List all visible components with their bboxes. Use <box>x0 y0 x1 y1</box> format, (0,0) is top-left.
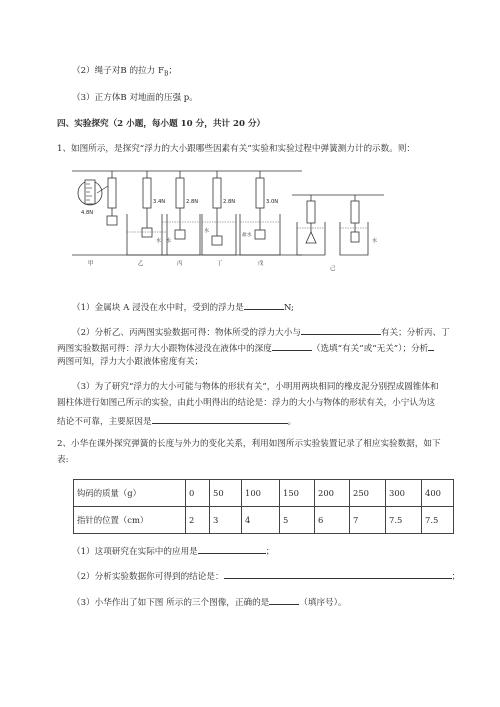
problem-2-intro-line-1: 2、小华在课外探究弹簧的长度与外力的变化关系，利用如图所示实验装置记录了相应实验数据，如下 <box>57 439 441 449</box>
table-cell: 6 <box>315 507 350 534</box>
p1-q3-text: 结论不可靠，主要原因是 <box>57 417 152 427</box>
table-cell: 4 <box>242 507 280 534</box>
p1-q2-blank-1[interactable] <box>301 325 381 335</box>
p1-q2-text-1: （2）分析乙、丙两图实验数据可得：物体所受的浮力大小与 <box>72 328 301 338</box>
buoyancy-experiment-figure <box>72 170 384 274</box>
p2-q2-blank[interactable] <box>224 569 452 579</box>
table-cell: 300 <box>386 480 422 507</box>
section-heading: 四、实验探究（2 小题，每小题 10 分，共计 20 分） <box>57 119 266 129</box>
problem-1-question-3-line-2: 圆柱体进行如图己所示的实验，由此小明得出的结论是：浮力的大小与物体的形状有关，小宁认为这 <box>57 398 436 408</box>
apparatus-bing <box>162 171 200 255</box>
problem-1-question-2-line-3: 两图可知，浮力大小跟液体密度有关； <box>57 357 204 367</box>
water-label-ding: 水 <box>204 228 210 234</box>
p2-q3-blank[interactable] <box>269 595 299 605</box>
p1-q1-text: （1）金属块 A 浸没在水中时，受到的浮力是 <box>72 303 244 313</box>
apparatus-yi <box>127 171 167 255</box>
table-header-position: 指针的位置（cm） <box>74 507 186 534</box>
problem-2-question-1 <box>72 544 274 558</box>
label-bing: 丙 <box>177 261 183 267</box>
label-ding: 丁 <box>217 261 223 267</box>
table-cell: 200 <box>315 480 350 507</box>
label-jia: 甲 <box>88 261 94 267</box>
p2-q1-text: （1）这项研究在实际中的应用是 <box>72 547 198 557</box>
apparatus-jia <box>78 171 117 225</box>
p1-q2-text-4: （选填“有关”或“无关”）；分析 <box>311 344 429 354</box>
problem-1-question-3-line-1: （3）为了研究“浮力的大小可能与物体的形状有关”，小明用两块相同的橡皮泥分别捏成圆锥体和 <box>72 382 439 392</box>
table-cell: 150 <box>280 480 315 507</box>
question-3-line: （3）正方体B 对地面的压强 p。 <box>72 93 198 103</box>
problem-1-question-2-line-2 <box>57 341 434 355</box>
p2-q2-text: （2）分析实验数据你可得到的结论是： <box>72 572 224 582</box>
apparatus-ding <box>202 171 236 255</box>
table-cell: 250 <box>350 480 386 507</box>
p2-q1-end: ； <box>265 547 275 557</box>
table-cell: 400 <box>422 480 454 507</box>
apparatus-ji <box>292 195 384 255</box>
reading-bing: 2.8N <box>186 199 199 205</box>
table-cell: 3 <box>210 507 242 534</box>
p1-q3-end: 。 <box>287 417 297 427</box>
table-cell: 5 <box>280 507 315 534</box>
question-2-text: （2）绳子对B 的拉力 F <box>72 66 164 76</box>
spring-data-table <box>73 479 454 534</box>
p1-q2-text-3: 两图实验数据可得：浮力大小跟物体浸没在液体中的深度 <box>57 344 272 354</box>
table-cell: 7.5 <box>386 507 422 534</box>
table-cell: 7 <box>350 507 386 534</box>
p2-q2-end: ； <box>451 572 461 582</box>
problem-1-intro: 1、如图所示，是探究“浮力的大小跟哪些因素有关”实验和实验过程中弹簧测力计的示数。则： <box>57 144 416 154</box>
table-row <box>74 507 454 534</box>
label-wu: 戊 <box>258 261 264 267</box>
p1-q3-blank[interactable] <box>152 414 288 424</box>
brine-label: 盐水 <box>242 233 252 238</box>
table-cell: 2 <box>186 507 210 534</box>
p1-q2-blank-3[interactable] <box>428 341 434 351</box>
table-cell: 0 <box>186 480 210 507</box>
reading-wu: 3.0N <box>266 199 279 205</box>
question-2-line <box>72 66 177 80</box>
apparatus-wu <box>240 171 280 255</box>
p1-q2-blank-2[interactable] <box>272 341 312 351</box>
table-header-mass: 钩码的质量（g） <box>74 480 186 507</box>
p1-q2-text-2: 有关；分析丙、丁 <box>380 328 450 338</box>
p2-q3-text: （3）小华作出了如下图 所示的三个图像，正确的是 <box>72 598 270 608</box>
subscript-b: B <box>163 70 169 78</box>
table-cell: 100 <box>242 480 280 507</box>
problem-1-question-2-line-1 <box>72 325 450 339</box>
problem-2-intro-line-2: 表: <box>57 455 69 465</box>
label-ji: 己 <box>330 266 336 272</box>
table-cell: 50 <box>210 480 242 507</box>
problem-2-question-3 <box>72 595 347 609</box>
question-2-end: ； <box>168 66 177 76</box>
reading-jia: 4.8N <box>81 210 94 216</box>
table-row <box>74 480 454 507</box>
problem-1-question-3-line-3 <box>57 414 296 428</box>
reading-yi: 3.4N <box>153 199 166 205</box>
reading-ding: 2.8N <box>223 199 236 205</box>
label-yi: 乙 <box>138 261 144 267</box>
p2-q1-blank[interactable] <box>198 544 266 554</box>
table-cell: 7.5 <box>422 507 454 534</box>
p1-q1-unit: N; <box>283 303 294 313</box>
p2-q3-end: （填序号）。 <box>299 598 347 608</box>
water-label-yi: 水 <box>156 238 162 244</box>
problem-2-question-2 <box>72 569 460 583</box>
water-label-bing: 水 <box>166 238 172 244</box>
p1-q1-blank[interactable] <box>244 300 284 310</box>
water-label-ji: 水 <box>372 238 378 244</box>
problem-1-question-1 <box>72 300 294 314</box>
